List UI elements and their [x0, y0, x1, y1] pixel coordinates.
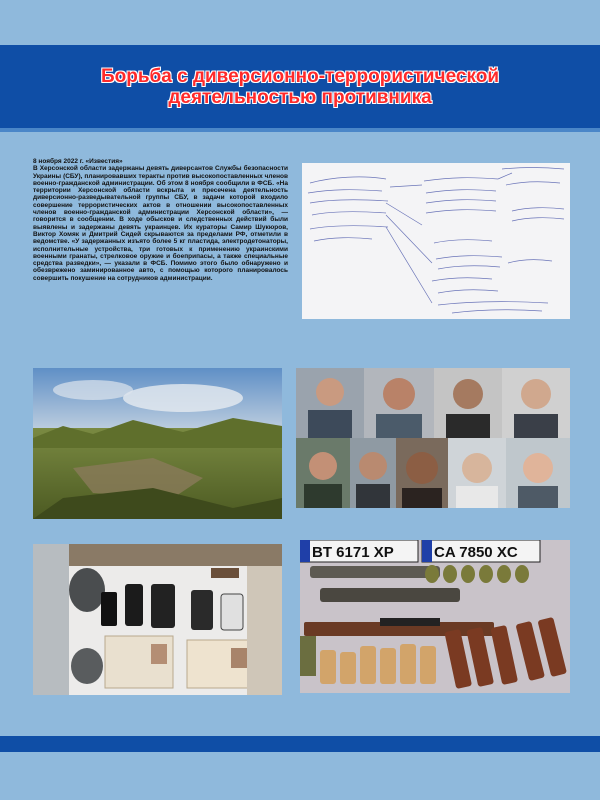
weapons-seized-photo	[300, 540, 570, 693]
article-dateline: 8 ноября 2022 г. «Известия»	[33, 158, 123, 165]
header-stripe	[0, 128, 600, 132]
suspects-portraits	[296, 368, 570, 508]
footer-band	[0, 736, 600, 752]
article-body: В Херсонской области задержаны девять диверсантов Службы безопасности Украины (СБУ), планировавших теракты против высокопоставленных членов военно-гражданской администрации. Об этом 8 ноября сообщили в ФСБ. «На территории Херсонской области вскрыта и пресечена деятельность диверсионно-разведывательной группы СБУ, в задачи которой входило совершение террористических актов в отношении высокопоставленных членов военно-гражданской администрации Херсонской области», — говорится в сообщении. В ходе обысков и следственных действий были выявлены и задержаны девять украинцев. Их кураторы Самир Шукюров, Виктор Хомяк и Дмитрий Сидей скрываются за пределами РФ, отметили в ведомстве. «У задержанных изъято более 5 кг пластида, электродетонаторы, исполнительные устройства, три готовых к применению украинскими военными гранаты, стрелковое оружие и боеприпасы, а также специальные средства разведки», — указали в ФСБ. Помимо этого было обнаружено и обезврежено заминированное авто, с помощью которого планировалось совершить покушение на сотрудников администрации.	[33, 165, 288, 282]
weapons-image	[300, 540, 570, 693]
title-line-2: деятельностью противника	[168, 87, 432, 108]
title-line-1: Борьба с диверсионно-террористической	[100, 66, 500, 87]
scheme-drawing	[302, 163, 570, 319]
phones-documents-photo	[33, 544, 282, 695]
handwritten-scheme-photo	[302, 163, 570, 319]
suspects-photo-grid	[296, 368, 570, 508]
landscape-image	[33, 368, 282, 519]
phones-documents-image	[33, 544, 282, 695]
news-article	[33, 158, 288, 282]
license-plate-2: CA 7850 XC	[434, 544, 518, 561]
field-landscape-photo	[33, 368, 282, 519]
page-title	[0, 66, 600, 108]
license-plate-1: BT 6171 XP	[312, 544, 394, 561]
